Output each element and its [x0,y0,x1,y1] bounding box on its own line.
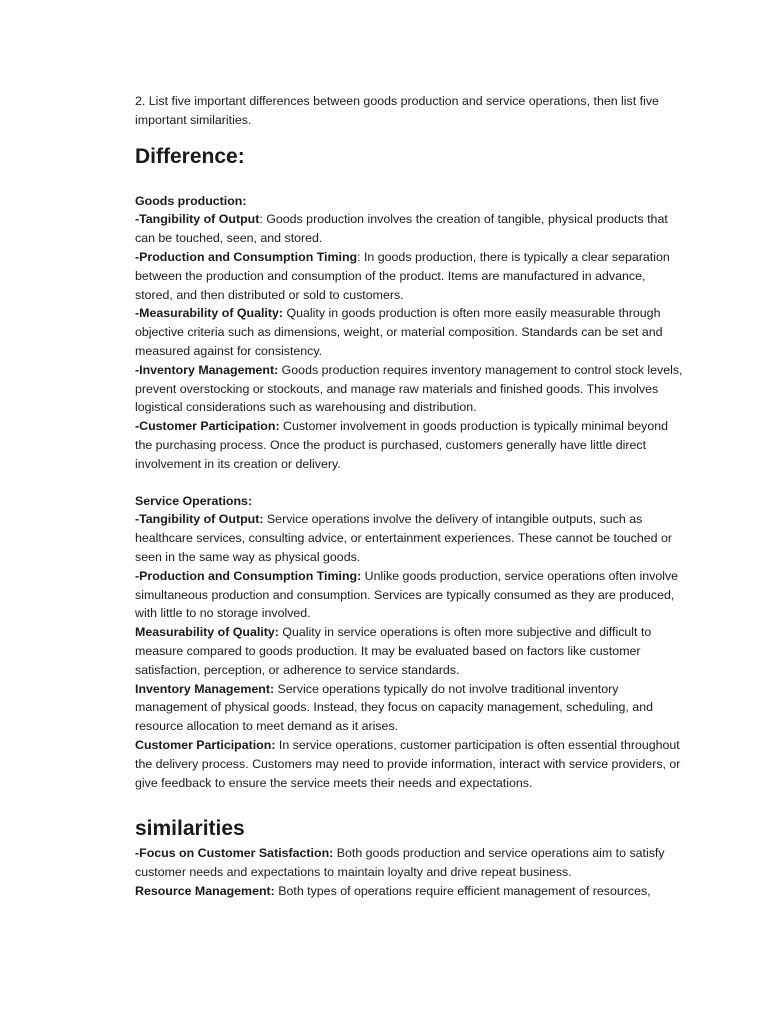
goods-item-inventory [135,361,683,417]
item-text: Both goods production and service operations aim to satisfy customer needs and expectations to maintain loyalty and drive repeat business. [135,846,665,880]
service-item-inventory [135,680,683,736]
item-term: -Production and Consumption Timing: [135,568,362,583]
item-text: Goods production requires inventory management to control stock levels, prevent overstocking or stockouts, and manage raw materials and finished goods. This involves logistical considerations such as warehousing and distribution. [135,362,683,415]
similarity-item-resource-management [135,882,683,901]
item-text: In service operations, customer participation is often essential throughout the delivery process. Customers may need to provide information, interact with service providers, or give feedback to ensure the service meets their needs and expectations. [135,737,681,790]
section-spacer [135,474,683,492]
service-operations-title: Service Operations: [135,493,253,508]
goods-item-participation [135,417,683,473]
goods-production-title: Goods production: [135,193,247,208]
item-text: Both types of operations require efficient management of resources, [274,883,651,898]
item-term: -Measurability of Quality: [135,306,284,321]
item-text: : In goods production, there is typically a clear separation between the production and consumption of the product. Items are manufactured in advance, stored, and then distributed or sold to customers. [135,249,670,302]
service-operations-section [135,492,683,793]
goods-item-timing [135,248,683,304]
item-term: -Tangibility of Output [135,212,260,227]
goods-production-section [135,192,683,474]
service-item-timing [135,567,683,623]
item-term: Customer Participation: [135,737,276,752]
item-term: -Inventory Management: [135,362,279,377]
item-term: -Focus on Customer Satisfaction: [135,846,334,861]
section-spacer [135,792,683,816]
item-term: -Production and Consumption Timing [135,249,358,264]
item-term: Inventory Management: [135,681,275,696]
similarities-section [135,844,683,900]
item-text: Quality in goods production is often more easily measurable through objective criteria such as dimensions, weight, or material composition. Standards can be set and measured against for consistency. [135,306,663,358]
goods-item-tangibility [135,210,683,248]
similarities-heading: similarities [135,817,245,841]
item-text: Service operations typically do not involve traditional inventory management of physical goods. Instead, they focus on capacity management, scheduling, and resource allocation to meet demand as it arises. [135,681,653,734]
service-item-tangibility [135,510,683,566]
service-item-participation [135,736,683,792]
item-term: Resource Management: [135,883,275,898]
item-text: Quality in service operations is often more subjective and difficult to measure compared to goods production. It may be evaluated based on factors like customer satisfaction, perception, or adherence to service standards. [135,625,652,677]
item-term: -Customer Participation: [135,419,280,434]
similarity-item-customer-satisfaction [135,844,683,882]
question-text: 2. List five important differences between goods production and service operations, then list five important similarities. [135,94,659,127]
item-term: Measurability of Quality: [135,625,279,640]
item-text: Customer involvement in goods production is typically minimal beyond the purchasing process. Once the product is purchased, customers generally have little direct involvement in its creation or delivery. [135,419,669,471]
difference-heading: Difference: [135,144,245,168]
item-text: Service operations involve the delivery of intangible outputs, such as healthcare services, consulting advice, or entertainment experiences. These cannot be touched or seen in the same way as physical goods. [135,512,673,564]
item-text: : Goods production involves the creation of tangible, physical products that can be touched, seen, and stored. [135,212,668,246]
item-text: Unlike goods production, service operations often involve simultaneous production and consumption. Services are typically consumed as they are produced, with little to no storage involved. [135,568,679,621]
service-item-quality [135,623,683,679]
item-term: -Tangibility of Output: [135,512,264,527]
goods-item-quality [135,304,683,360]
document-body [135,92,683,901]
